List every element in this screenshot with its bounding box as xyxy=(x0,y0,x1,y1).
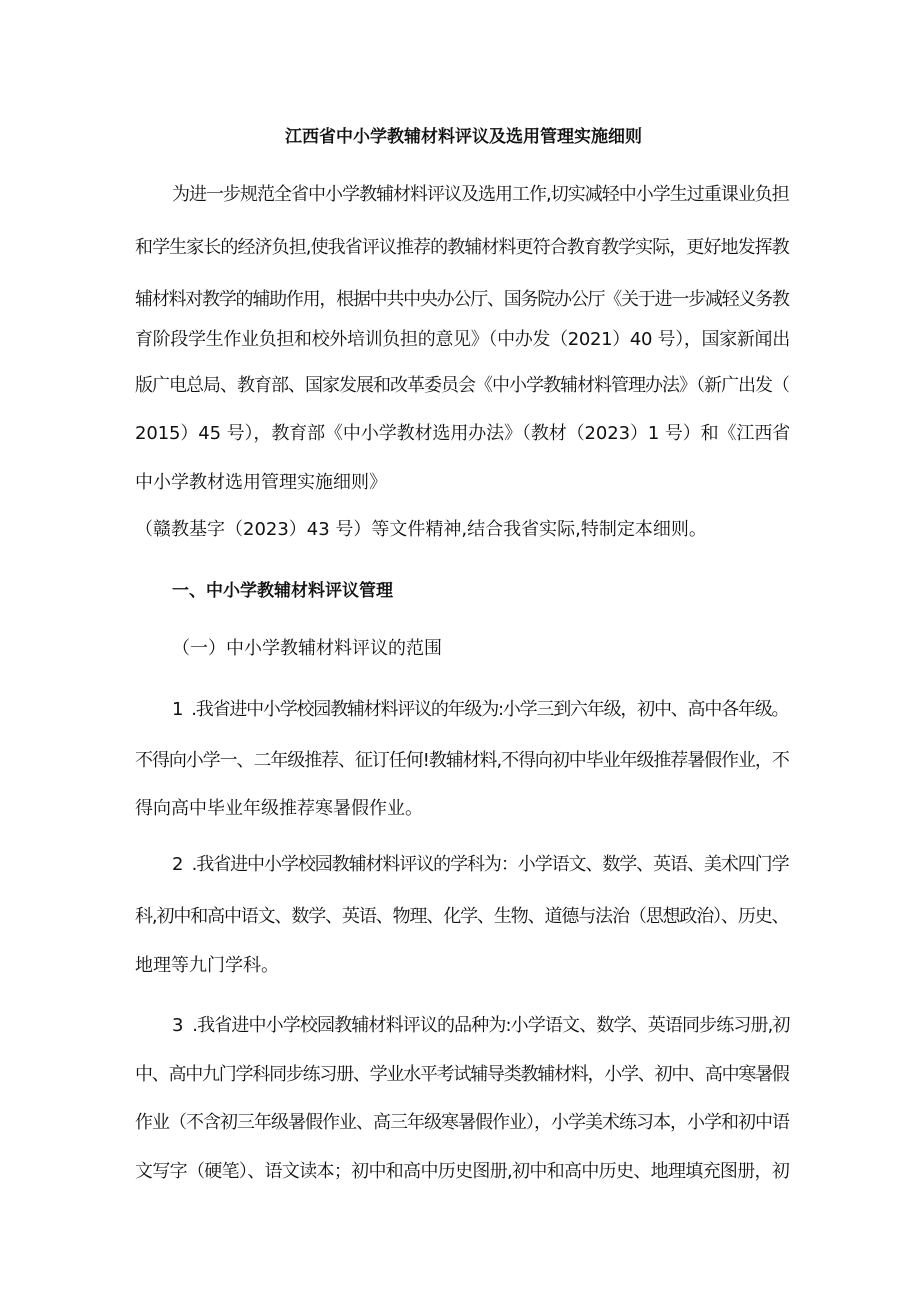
item-1-line-3: 得向高中毕业年级推荐寒暑假作业。 xyxy=(135,798,423,819)
item-2-line-3: 地理等九门学科。 xyxy=(135,955,279,976)
intro-line-6: 2015）45 号），教育部《中小学教材选用办法》（教材（2023）1 号）和《江西省 xyxy=(135,423,791,444)
subsection-heading: （一）中小学教辅材料评议的范围 xyxy=(172,638,442,659)
document-title: 江西省中小学教辅材料评议及选用管理实施细则 xyxy=(285,127,642,147)
intro-line-7: 中小学教材选用管理实施细则》 xyxy=(135,472,387,493)
item-2-line-2: 科,初中和高中语文、数学、英语、物理、化学、生物、道德与法治（思想政治）、历史、 xyxy=(135,906,789,927)
intro-line-8: （赣教基字（2023）43 号）等文件精神,结合我省实际,特制定本细则。 xyxy=(135,519,707,540)
item-3-line-1: 3 .我省进中小学校园教辅材料评议的品种为:小学语文、数学、英语同步练习册,初 xyxy=(172,1015,790,1036)
intro-line-3: 辅材料对教学的辅助作用，根据中共中央办公厅、国务院办公厅《关于进一步减轻义务教 xyxy=(135,289,789,310)
intro-line-5: 版广电总局、教育部、国家发展和改革委员会《中小学教辅材料管理办法》（新广出发（ xyxy=(135,375,789,396)
item-3-line-4: 文写字（硬笔）、语文读本；初中和高中历史图册,初中和高中历史、地理填充图册，初 xyxy=(135,1161,790,1182)
intro-line-4: 育阶段学生作业负担和校外培训负担的意见》（中办发（2021）40 号），国家新闻出 xyxy=(135,329,790,350)
item-2-line-1: 2 .我省进中小学校园教辅材料评议的学科为：小学语文、数学、英语、美术四门学 xyxy=(172,854,789,875)
section-heading: 一、中小学教辅材料评议管理 xyxy=(172,581,393,601)
item-1-line-1: 1 .我省进中小学校园教辅材料评议的年级为:小学三到六年级，初中、高中各年级。 xyxy=(172,699,789,720)
item-3-line-3: 作业（不含初三年级暑假作业、高三年级寒暑假作业），小学美术练习本，小学和初中语 xyxy=(135,1112,789,1133)
intro-line-1: 为进一步规范全省中小学教辅材料评议及选用工作,切实减轻中小学生过重课业负担 xyxy=(172,184,789,205)
item-3-line-2: 中、高中九门学科同步练习册、学业水平考试辅导类教辅材料，小学、初中、高中寒暑假 xyxy=(135,1064,789,1085)
intro-line-2: 和学生家长的经济负担,使我省评议推荐的教辅材料更符合教育教学实际，更好地发挥教 xyxy=(135,237,789,258)
item-1-line-2: 不得向小学一、二年级推荐、征订任何!教辅材料,不得向初中毕业年级推荐暑假作业，不 xyxy=(135,750,789,771)
